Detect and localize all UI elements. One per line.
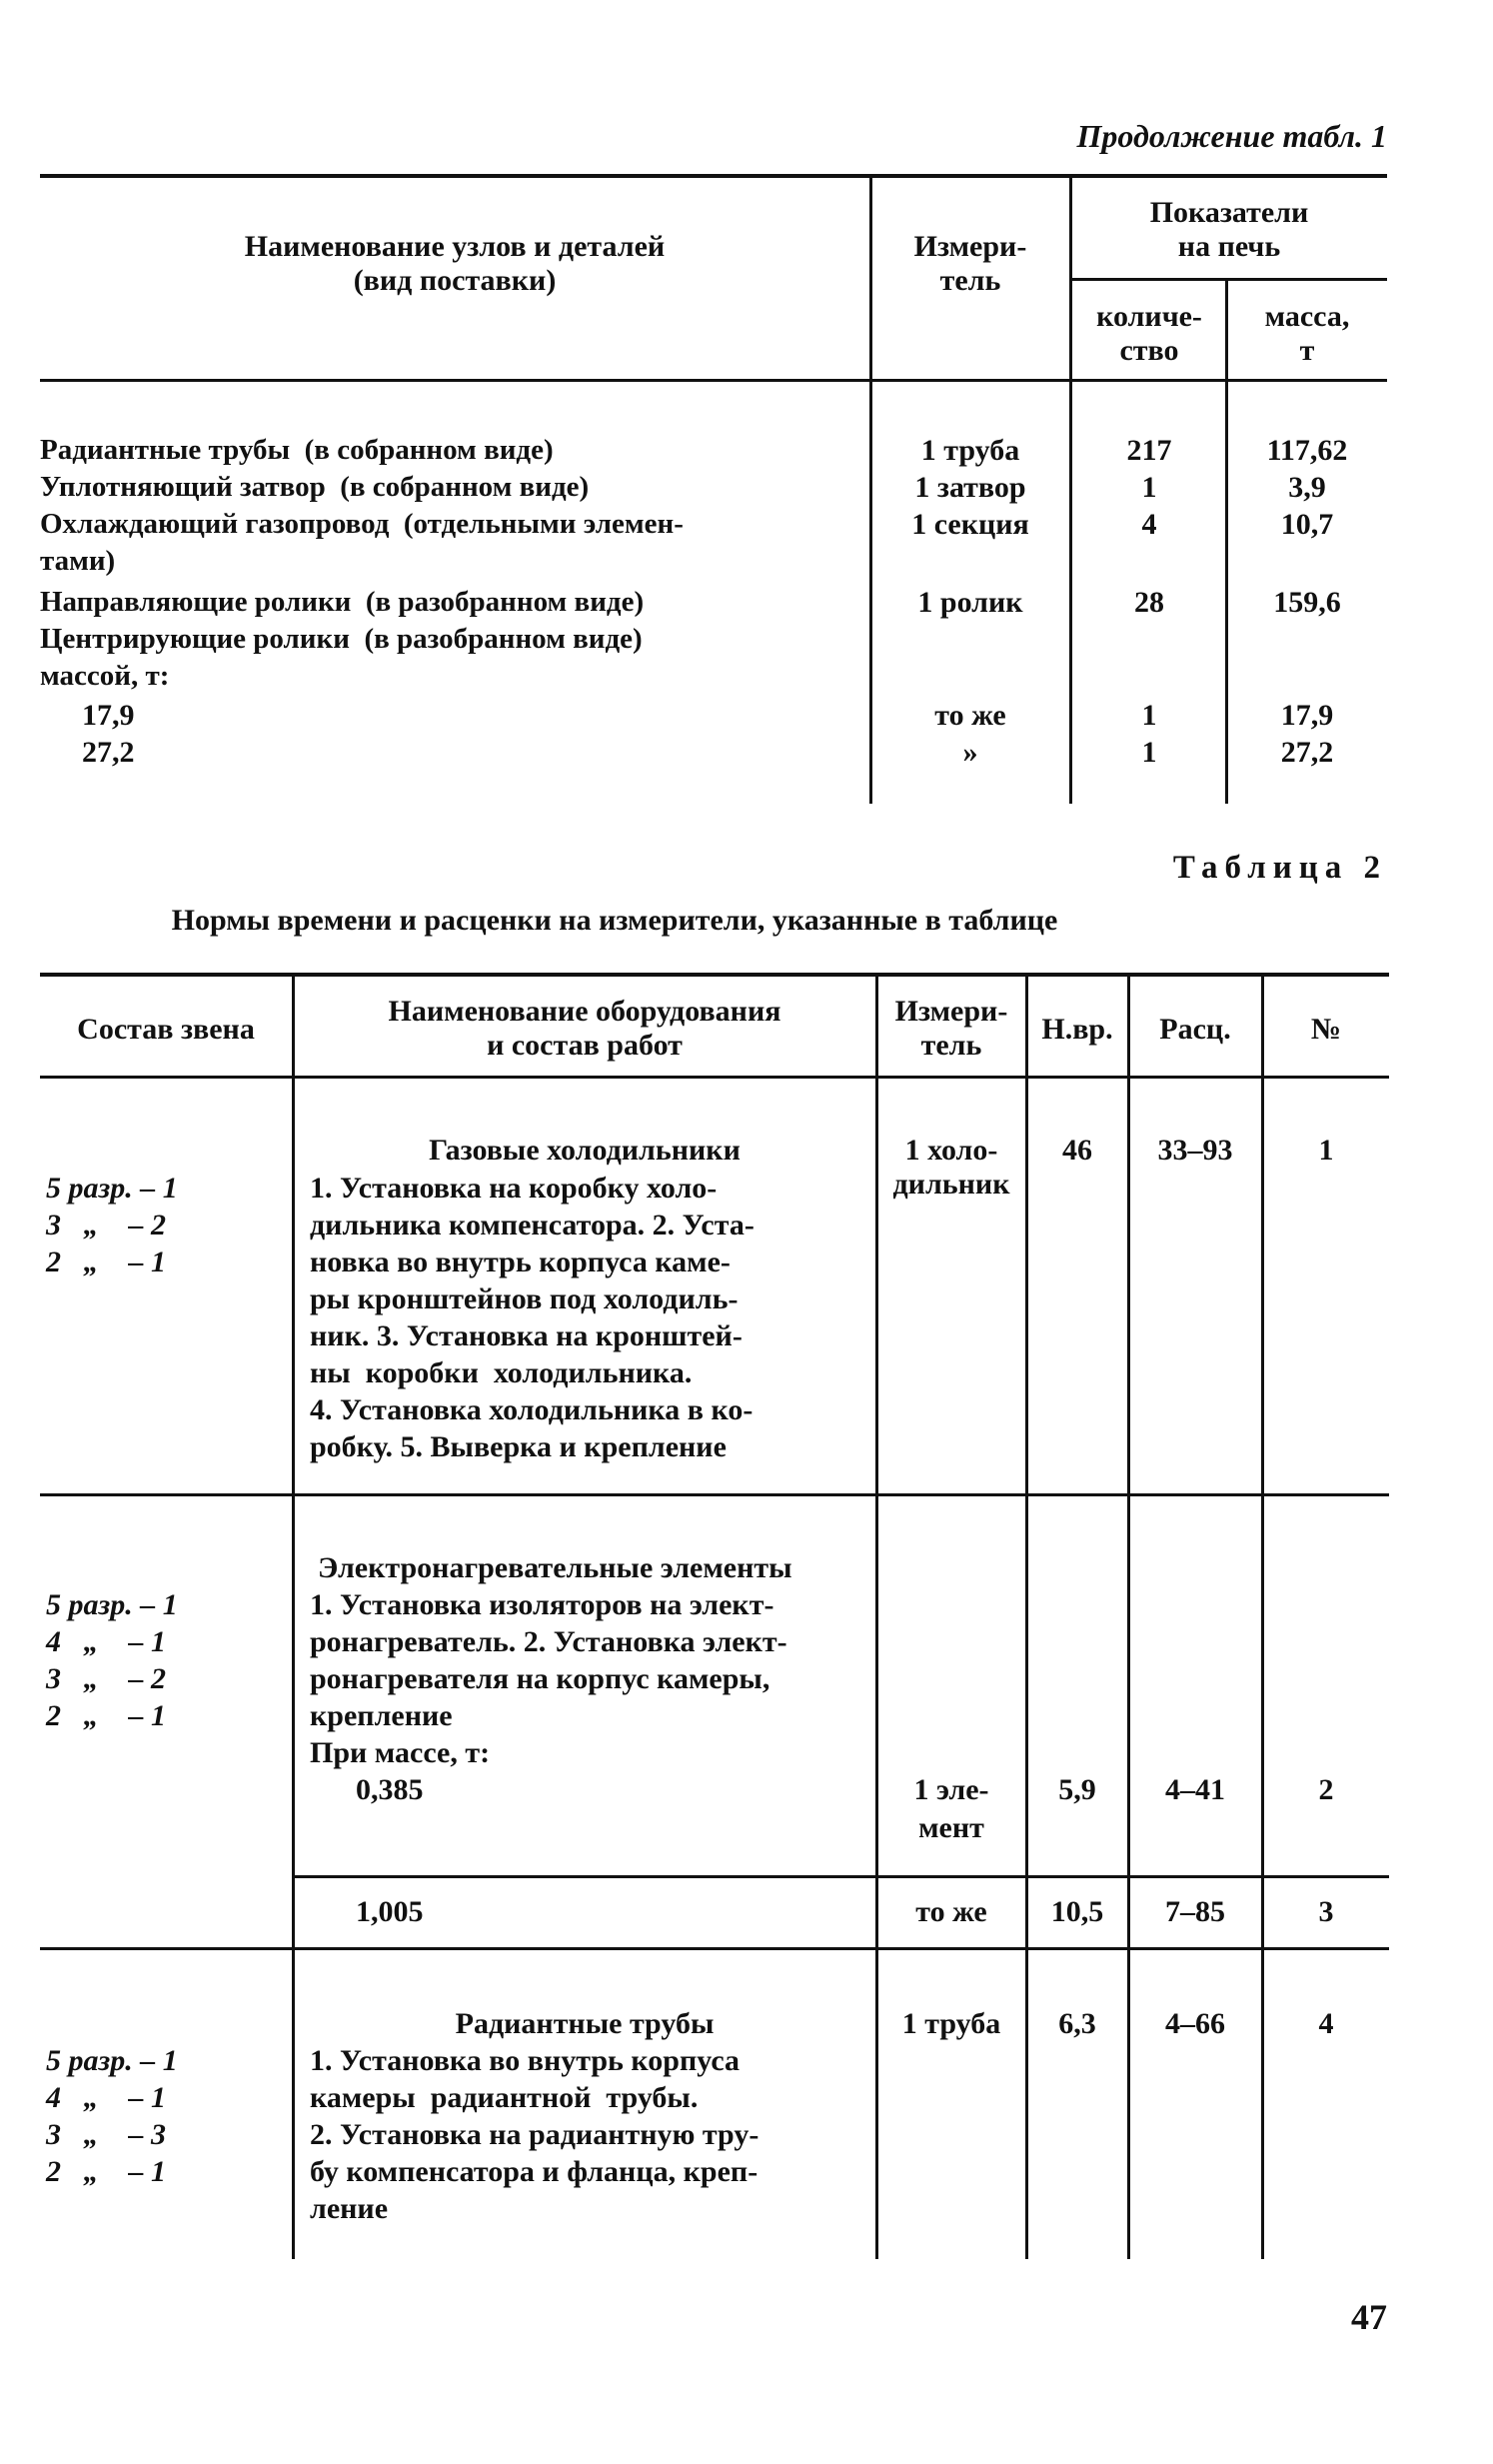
s2-time-1: 5,9 [1058, 1773, 1096, 1806]
page-number: 47 [1351, 2297, 1387, 2337]
t1-row-name: массой, т: [40, 660, 170, 692]
t1-header-qty-1: количе- [1096, 300, 1202, 333]
t1-row-name: 27,2 [82, 736, 135, 769]
t1-row-meter: 1 секция [911, 508, 1029, 541]
t1-header-qty-2: ство [1119, 334, 1179, 367]
t1-row-mass: 117,62 [1266, 434, 1348, 467]
t1-row-name: 17,9 [82, 699, 135, 732]
s3-text-line: бу компенсатора и фланца, креп- [310, 2155, 758, 2188]
s3-heading: Радиантные трубы [455, 2007, 715, 2040]
t1-row-mass: 159,6 [1273, 586, 1341, 619]
t2-header-work-2: и состав работ [487, 1029, 683, 1062]
t1-row-name: Центрирующие ролики (в разобранном виде) [40, 623, 643, 655]
table2-subrow-rule [294, 1875, 1389, 1878]
s2-crew-line: 2 „ – 1 [46, 1699, 166, 1732]
s2-meter-2: то же [915, 1895, 987, 1928]
table1-top-rule [40, 174, 1387, 178]
s1-text-line: ны коробки холодильника. [310, 1356, 693, 1389]
t1-row-meter: » [962, 736, 978, 769]
table2-title: Нормы времени и расценки на измерители, указанные в таблице [171, 904, 1058, 937]
t2-header-num: № [1310, 1013, 1342, 1046]
s3-text-line: 1. Установка во внутрь корпуса [310, 2044, 741, 2077]
s3-num: 4 [1318, 2007, 1334, 2040]
t2-header-time: Н.вр. [1041, 1013, 1113, 1046]
t1-row-name: Радиантные трубы (в собранном виде) [40, 434, 554, 466]
s2-time-2: 10,5 [1050, 1895, 1104, 1928]
s3-crew-line: 2 „ – 1 [46, 2155, 166, 2188]
s1-meter-1: 1 холо- [904, 1134, 998, 1167]
t1-row-qty: 1 [1141, 699, 1157, 732]
s2-crew-line: 4 „ – 1 [46, 1625, 166, 1658]
s2-text-line: При массе, т: [310, 1736, 491, 1769]
t1-header-indicators-2: на печь [1177, 230, 1281, 263]
table1-subheader-rule [1071, 278, 1387, 281]
t1-row-qty: 4 [1141, 508, 1157, 541]
s2-value-2: 1,005 [356, 1895, 424, 1928]
t1-row-mass: 10,7 [1280, 508, 1334, 541]
s1-num: 1 [1318, 1134, 1334, 1167]
continuation-label: Продолжение табл. 1 [1076, 118, 1387, 154]
s1-heading: Газовые холодильники [429, 1134, 741, 1167]
t1-row-name: Уплотняющий затвор (в собранном виде) [40, 471, 590, 503]
t1-row-qty: 1 [1141, 736, 1157, 769]
s1-crew-line: 5 разр. – 1 [46, 1172, 178, 1205]
table1-header-rule [40, 379, 1387, 382]
s1-text-line: 1. Установка на коробку холо- [310, 1172, 718, 1205]
s1-text-line: ры кронштейнов под холодиль- [310, 1282, 739, 1315]
table2-section-rule-1 [40, 1493, 1389, 1496]
s1-crew-line: 3 „ – 2 [46, 1209, 166, 1241]
t1-header-meter-1: Измери- [913, 230, 1027, 263]
t1-header-name-1: Наименование узлов и деталей [244, 230, 666, 263]
t1-row-qty: 1 [1141, 471, 1157, 504]
t1-header-name-2: (вид поставки) [353, 264, 557, 297]
s2-meter-1a: 1 эле- [913, 1773, 989, 1806]
t1-row-mass: 17,9 [1280, 699, 1334, 732]
s3-crew-line: 5 разр. – 1 [46, 2044, 178, 2077]
table2-label: Таблица 2 [1172, 850, 1387, 886]
t1-row-meter: 1 труба [920, 434, 1020, 467]
t1-header-mass-2: т [1299, 334, 1315, 367]
s1-rate: 33–93 [1157, 1134, 1233, 1167]
s3-meter: 1 труба [901, 2007, 1001, 2040]
t1-row-meter: 1 затвор [914, 471, 1026, 504]
t2-header-rate: Расц. [1159, 1013, 1231, 1046]
s1-text-line: дильника компенсатора. 2. Уста- [310, 1209, 754, 1241]
t2-header-meter-2: тель [920, 1029, 982, 1062]
s1-text-line: ник. 3. Установка на кронштей- [310, 1319, 743, 1352]
s1-time: 46 [1062, 1134, 1092, 1167]
t1-row-meter: то же [934, 699, 1006, 732]
t1-row-name: Охлаждающий газопровод (отдельными элемен- [40, 508, 684, 540]
t2-header-crew: Состав звена [77, 1013, 255, 1046]
s2-text-line: 1. Установка изоляторов на элект- [310, 1588, 774, 1621]
s2-value-1: 0,385 [356, 1773, 424, 1806]
s2-heading: Электронагревательные элементы [318, 1551, 792, 1584]
table2-header-rule [40, 1076, 1389, 1079]
s1-text-line: робку. 5. Выверка и крепление [310, 1430, 727, 1463]
s3-text-line: 2. Установка на радиантную тру- [310, 2118, 759, 2151]
s2-meter-1b: мент [918, 1811, 984, 1844]
s2-num-2: 3 [1318, 1895, 1334, 1928]
t1-row-name: Направляющие ролики (в разобранном виде) [40, 586, 645, 618]
table2-section-rule-2 [40, 1947, 1389, 1950]
s2-rate-1: 4–41 [1165, 1773, 1225, 1806]
s3-rate: 4–66 [1165, 2007, 1225, 2040]
t1-header-mass-1: масса, [1264, 300, 1350, 333]
s1-meter-2: дильник [892, 1168, 1010, 1201]
s2-text-line: ронагревателя на корпус камеры, [310, 1662, 770, 1695]
s1-crew-line: 2 „ – 1 [46, 1245, 166, 1278]
t1-row-mass: 3,9 [1288, 471, 1326, 504]
s2-text-line: ронагреватель. 2. Установка элект- [310, 1625, 787, 1658]
s3-text-line: ление [310, 2192, 389, 2225]
t1-row-name: тами) [40, 545, 116, 577]
t1-row-qty: 217 [1126, 434, 1172, 467]
table2-top-rule [40, 973, 1389, 977]
s3-crew-line: 4 „ – 1 [46, 2081, 166, 2114]
s3-text-line: камеры радиантной трубы. [310, 2081, 699, 2114]
t1-row-meter: 1 ролик [917, 586, 1023, 619]
s2-rate-2: 7–85 [1165, 1895, 1225, 1928]
s2-crew-line: 3 „ – 2 [46, 1662, 166, 1695]
t2-header-meter-1: Измери- [894, 995, 1008, 1028]
t1-header-indicators-1: Показатели [1149, 196, 1309, 229]
s1-text-line: новка во внутрь корпуса каме- [310, 1245, 731, 1278]
s2-crew-line: 5 разр. – 1 [46, 1588, 178, 1621]
t1-row-qty: 28 [1134, 586, 1164, 619]
s1-text-line: 4. Установка холодильника в ко- [310, 1393, 753, 1426]
s3-crew-line: 3 „ – 3 [46, 2118, 166, 2151]
t1-row-mass: 27,2 [1280, 736, 1334, 769]
t2-header-work-1: Наименование оборудования [388, 995, 781, 1028]
s3-time: 6,3 [1058, 2007, 1096, 2040]
s2-text-line: крепление [310, 1699, 453, 1732]
t1-header-meter-2: тель [939, 264, 1001, 297]
s2-num-1: 2 [1318, 1773, 1334, 1806]
